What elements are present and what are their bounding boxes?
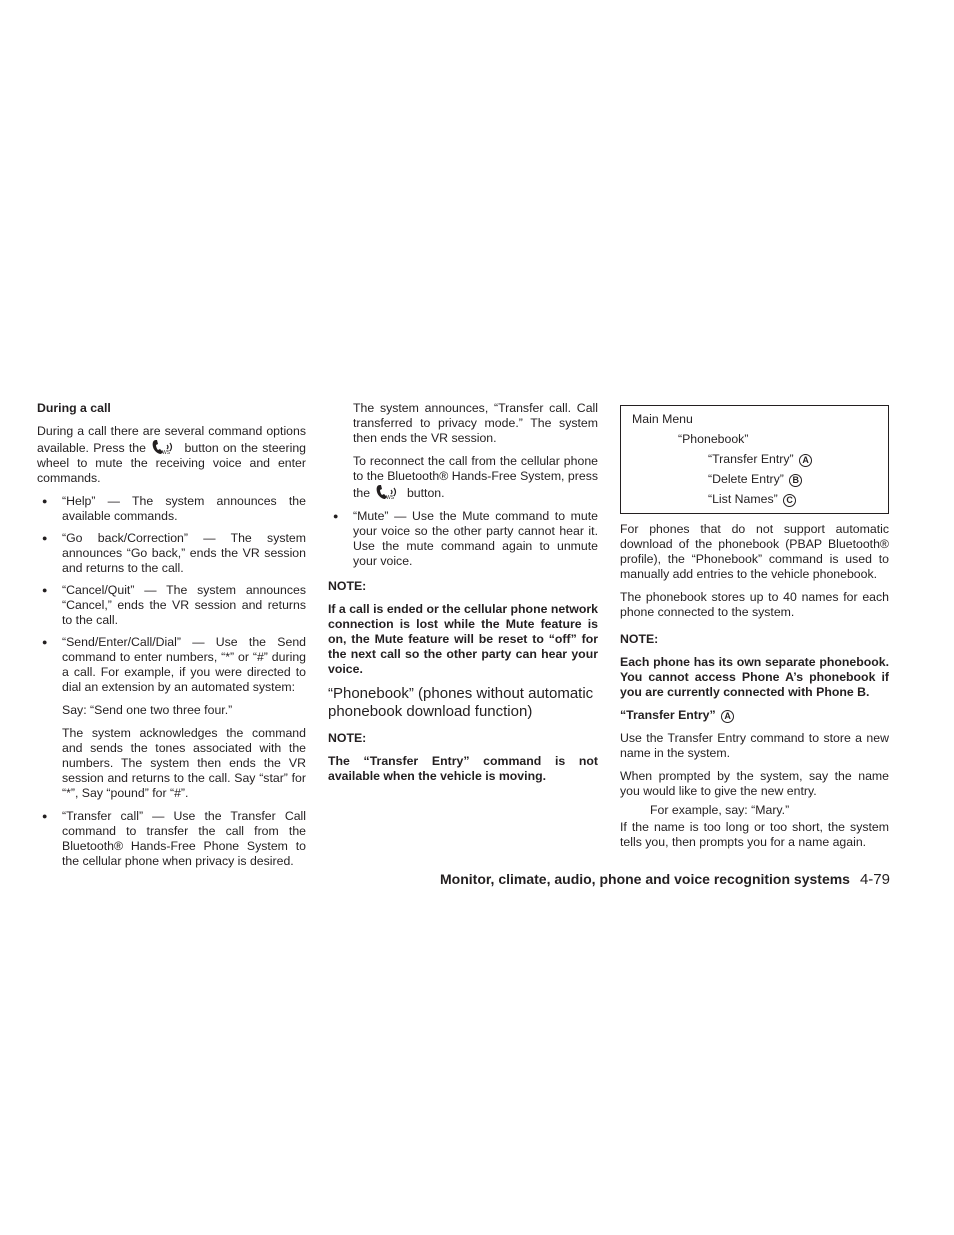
menu-item: “Delete Entry” B — [632, 469, 878, 489]
transfer-announce: The system announces, “Transfer call. Call transferred to privacy mode.” The system then ends the VR session. — [353, 401, 598, 445]
note-label: NOTE: — [620, 632, 659, 646]
page-footer — [440, 872, 890, 887]
reconnect-paragraph — [328, 454, 598, 501]
paragraph: For phones that do not support automatic download of the phonebook (PBAP Bluetooth® profile), the “Phonebook” command is used to manually add entries to the vehicle phonebook. — [620, 522, 889, 581]
column-2 — [328, 401, 598, 792]
paragraph: If the name is too long or too short, the system tells you, then prompts you for a name again. — [620, 820, 889, 849]
section-heading: During a call — [37, 401, 111, 415]
menu-phonebook: “Phonebook” — [678, 432, 749, 446]
section-title: Monitor, climate, audio, phone and voice recognition systems — [440, 871, 850, 887]
phone-voice-icon — [150, 439, 180, 455]
paragraph: Use the Transfer Entry command to store a new name in the system. — [620, 731, 889, 760]
list-item: ● “Transfer call” — Use the Transfer Call command to transfer the call from the Bluetooth® Hands-Free Phone System to the cellular phone when privacy is desired. — [37, 809, 306, 869]
note-label: NOTE: — [328, 731, 367, 745]
mute-list — [328, 509, 598, 569]
phone-voice-icon — [374, 484, 404, 500]
intro-paragraph — [37, 424, 306, 486]
say-example: Say: “Send one two three four.” — [62, 703, 233, 717]
intro-text-a: During a call there are several command options available. Press the — [37, 424, 306, 455]
example-text: For example, say: “Mary.” — [650, 803, 790, 817]
list-item: ● “Help” — The system announces the available commands. — [37, 494, 306, 524]
list-item: ● “Mute” — Use the Mute command to mute your voice so the other party cannot hear it. Use the mute command again to unmute your voice. — [328, 509, 598, 569]
marker-b-icon: B — [789, 474, 802, 487]
marker-a-icon: A — [721, 710, 734, 723]
paragraph: When prompted by the system, say the name you would like to give the new entry. — [620, 769, 889, 798]
menu-item: “List Names” C — [632, 489, 878, 509]
note-text: Each phone has its own separate phonebook. You cannot access Phone A’s phonebook if you are currently connected with Phone B. — [620, 655, 889, 699]
menu-main: Main Menu — [632, 412, 693, 426]
paragraph: The phonebook stores up to 40 names for each phone connected to the system. — [620, 590, 889, 619]
note-text: If a call is ended or the cellular phone network connection is lost while the Mute feature is on, the Mute feature will be reset to “off” for the next call so the other party can hear your voice. — [328, 602, 598, 676]
list-item: ● “Send/Enter/Call/Dial” — Use the Send command to enter numbers, “*” or “#” during a call. For example, if you were directed to dial an extension by an automated system: — [37, 635, 306, 695]
svg-text:WS: WS — [385, 495, 394, 500]
note-text: The “Transfer Entry” command is not available when the vehicle is moving. — [328, 754, 598, 783]
column-1 — [37, 401, 306, 876]
menu-item: “Transfer Entry” A — [632, 449, 878, 469]
reconnect-text-a: To reconnect the call from the cellular phone to the Bluetooth® Hands-Free System, press the — [353, 454, 598, 500]
list-item: ● “Cancel/Quit” — The system announces “Cancel,” ends the VR session and returns to the call. — [37, 583, 306, 628]
note-label: NOTE: — [328, 579, 367, 593]
reconnect-text-b: button. — [406, 486, 445, 500]
intro-text-b: button on the steering wheel to mute the receiving voice and enter commands. — [37, 441, 307, 485]
command-list — [37, 494, 306, 695]
column-3 — [620, 401, 889, 858]
acknowledge-paragraph: The system acknowledges the command and sends the tones associated with the numbers. The system then ends the VR session and returns to the call. Say “star” for “*”, Say “pound” for “#”. — [62, 726, 306, 800]
list-item: ● “Go back/Correction” — The system announces “Go back,” ends the VR session and returns to the call. — [37, 531, 306, 576]
transfer-entry-heading: “Transfer Entry” A — [620, 708, 889, 723]
marker-a-icon: A — [799, 454, 812, 467]
page-number: 4-79 — [859, 871, 890, 888]
menu-tree-box — [620, 405, 889, 514]
phonebook-title: “Phonebook” (phones without automatic phonebook download function) — [328, 685, 594, 720]
marker-c-icon: C — [783, 494, 796, 507]
svg-text:WS: WS — [162, 450, 171, 455]
transfer-list — [37, 809, 306, 869]
